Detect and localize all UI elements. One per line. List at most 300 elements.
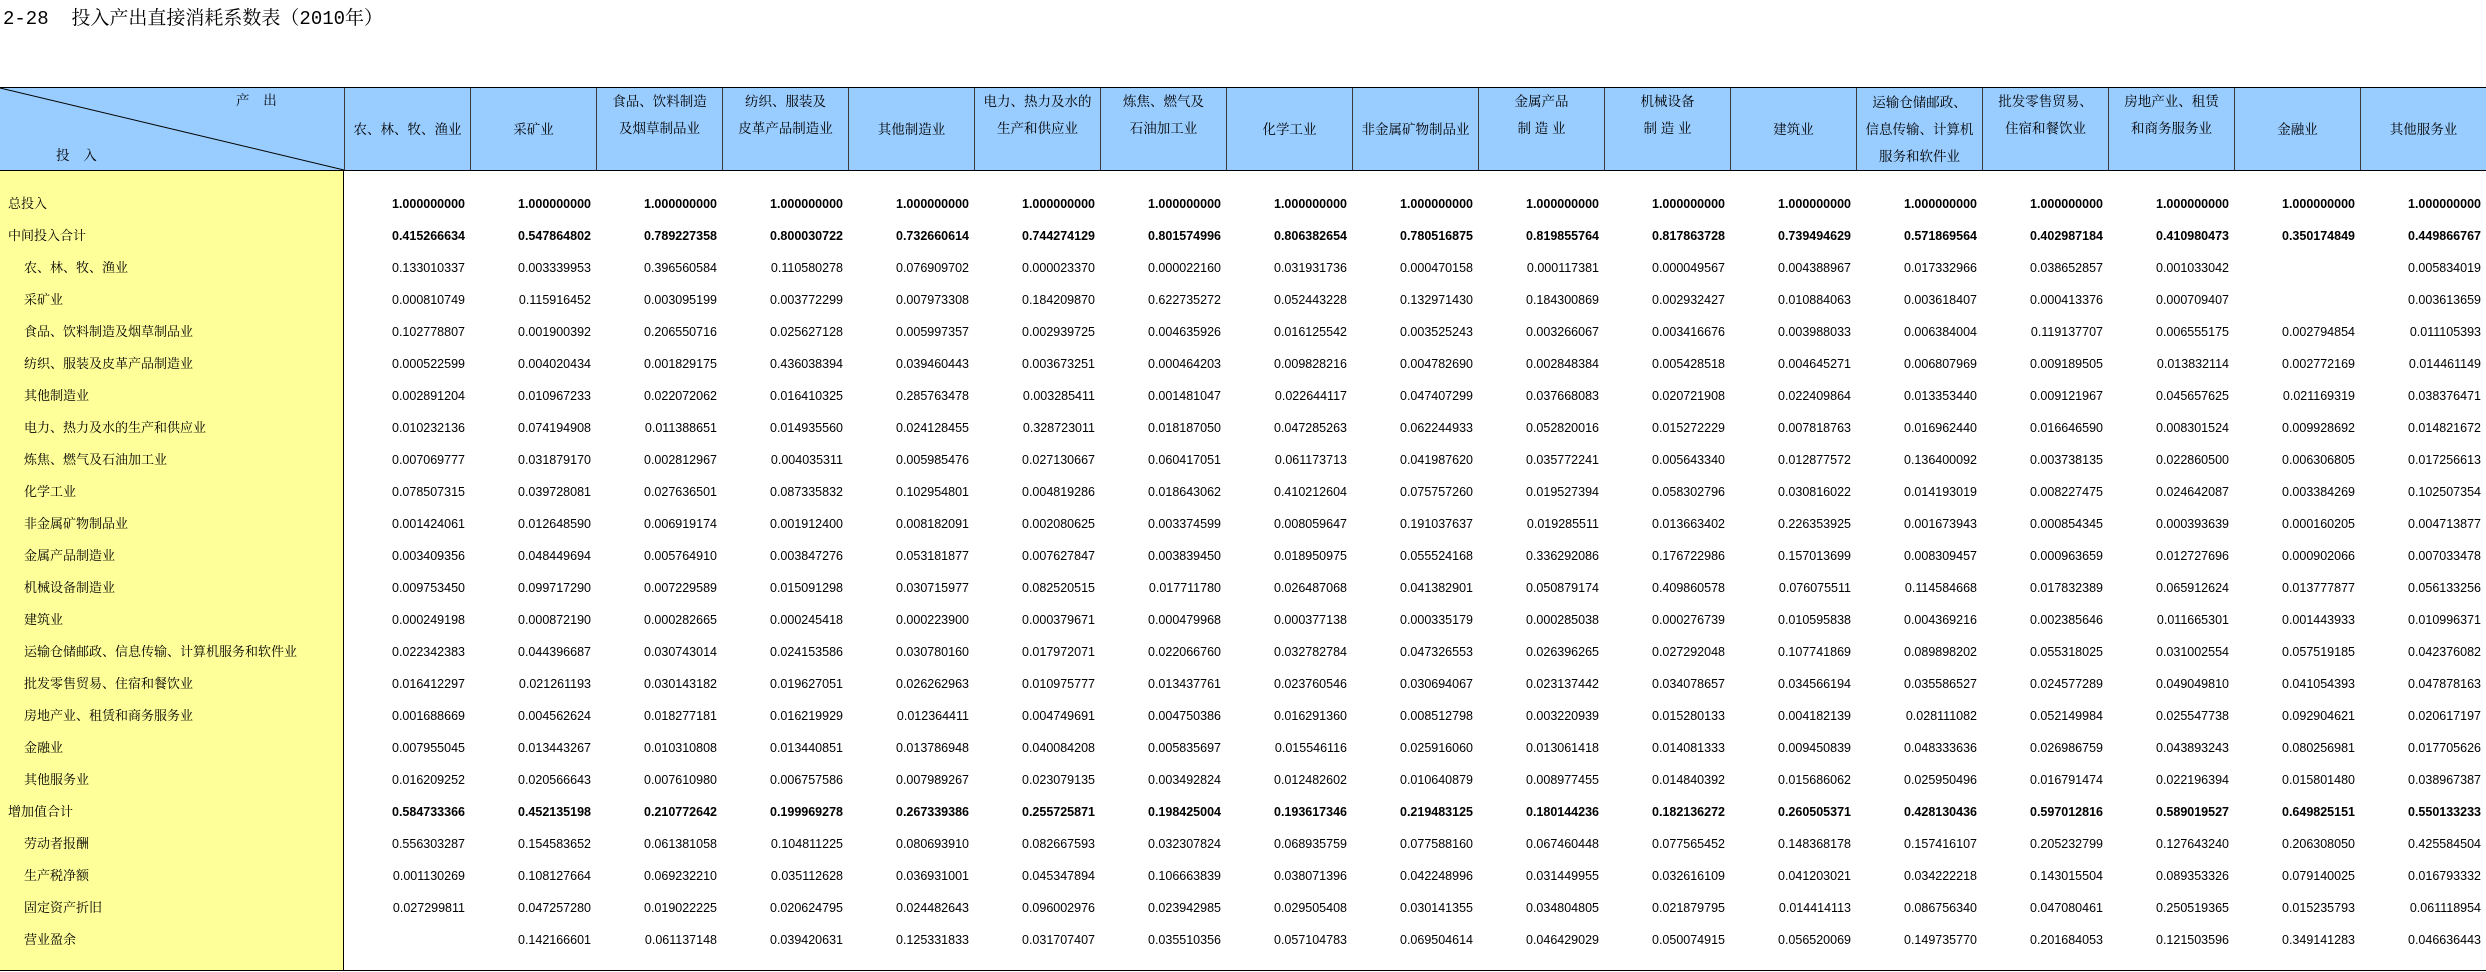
column-header	[2234, 88, 2360, 170]
table-cell: 0.002812967	[644, 453, 717, 467]
row-label: 运输仓储邮政、信息传输、计算机服务和软件业	[0, 636, 344, 668]
table-cell: 0.000223900	[896, 613, 969, 627]
table-cell: 0.001481047	[1148, 389, 1221, 403]
table-cell: 0.005985476	[896, 453, 969, 467]
table-cell: 0.027299811	[392, 901, 465, 915]
column-header	[596, 88, 722, 170]
table-cell: 0.800030722	[770, 229, 843, 243]
table-cell: 0.045657625	[2156, 389, 2229, 403]
table-cell: 0.004562624	[518, 709, 591, 723]
table-cell: 0.260505371	[1778, 805, 1851, 819]
table-cell: 0.104811225	[770, 837, 843, 851]
table-cell: 0.006306805	[2282, 453, 2355, 467]
table-cell: 0.000377138	[1274, 613, 1347, 627]
table-cell: 0.004635926	[1148, 325, 1221, 339]
corner-output-label: 产 出	[236, 93, 277, 108]
table-cell: 0.009121967	[2030, 389, 2103, 403]
table-cell: 0.012648590	[518, 517, 591, 531]
table-cell: 0.001130269	[392, 869, 465, 883]
column-header-line: 石油加工业	[1129, 121, 1198, 136]
table-cell: 0.589019527	[2156, 805, 2229, 819]
table-cell: 0.005835697	[1148, 741, 1221, 755]
table-cell: 0.009753450	[392, 581, 465, 595]
table-cell: 0.009189505	[2030, 357, 2103, 371]
table-cell: 0.030143182	[644, 677, 717, 691]
table-cell: 0.016125542	[1274, 325, 1347, 339]
table-cell: 0.019627051	[770, 677, 843, 691]
row-label: 总投入	[0, 188, 344, 220]
table-cell: 0.080693910	[896, 837, 969, 851]
table-cell: 0.050879174	[1526, 581, 1599, 595]
table-cell: 0.001673943	[1904, 517, 1977, 531]
column-header	[1604, 88, 1730, 170]
table-cell: 0.011388651	[644, 421, 717, 435]
row-label: 营业盈余	[0, 924, 344, 956]
table-row	[0, 284, 2486, 316]
table-cell: 0.050074915	[1652, 933, 1725, 947]
table-cell: 0.010640879	[1400, 773, 1473, 787]
table-cell: 0.047407299	[1400, 389, 1473, 403]
table-cell: 0.004782690	[1400, 357, 1473, 371]
table-cell: 0.102954801	[896, 485, 969, 499]
table-cell: 1.000000000	[1526, 197, 1599, 211]
column-header	[722, 88, 848, 170]
table-cell: 0.038967387	[2408, 773, 2481, 787]
table-cell: 0.550133233	[2408, 805, 2481, 819]
table-cell: 0.013832114	[2156, 357, 2229, 371]
column-header	[1856, 88, 1982, 170]
table-cell: 0.009450839	[1778, 741, 1851, 755]
table-cell: 0.025547738	[2156, 709, 2229, 723]
corner-input-label: 投 入	[56, 148, 97, 163]
table-cell: 0.182136272	[1652, 805, 1725, 819]
column-header-line: 机械设备	[1640, 94, 1695, 109]
table-cell: 0.016962440	[1904, 421, 1977, 435]
table-cell: 0.000902066	[2282, 549, 2355, 563]
column-header-line: 信息传输、计算机	[1865, 121, 1974, 137]
table-cell: 0.024482643	[896, 901, 969, 915]
table-cell: 0.019285511	[1526, 517, 1599, 531]
table-cell: 1.000000000	[896, 197, 969, 211]
table-cell: 0.040084208	[1022, 741, 1095, 755]
table-cell: 0.350174849	[2282, 229, 2355, 243]
table-cell: 0.015280133	[1652, 709, 1725, 723]
row-label: 电力、热力及水的生产和供应业	[0, 412, 344, 444]
table-cell: 0.022860500	[2156, 453, 2229, 467]
table-row	[0, 252, 2486, 284]
table-cell: 0.044396687	[518, 645, 591, 659]
table-cell: 0.042376082	[2408, 645, 2481, 659]
table-cell: 0.035772241	[1526, 453, 1599, 467]
table-cell: 0.007818763	[1778, 421, 1851, 435]
table-row	[0, 892, 2486, 924]
table-cell: 0.019022225	[644, 901, 717, 915]
table-cell: 0.449866767	[2408, 229, 2481, 243]
table-row	[0, 924, 2486, 956]
table-row	[0, 636, 2486, 668]
table-cell: 0.001912400	[770, 517, 843, 531]
label-column-fill	[0, 956, 344, 970]
table-cell: 0.154583652	[518, 837, 591, 851]
row-label: 化学工业	[0, 476, 344, 508]
table-cell: 0.031002554	[2156, 645, 2229, 659]
table-cell: 0.801574996	[1148, 229, 1221, 243]
spacer-row	[0, 171, 2486, 188]
table-cell: 0.000022160	[1148, 261, 1221, 275]
table-cell: 0.015235793	[2282, 901, 2355, 915]
table-cell: 0.184300869	[1526, 293, 1599, 307]
table-cell: 0.285763478	[896, 389, 969, 403]
table-cell: 0.053181877	[896, 549, 969, 563]
table-cell: 0.041382901	[1400, 581, 1473, 595]
table-cell: 0.002080625	[1022, 517, 1095, 531]
column-header	[974, 88, 1100, 170]
table-cell: 0.030715977	[896, 581, 969, 595]
table-cell: 0.006807969	[1904, 357, 1977, 371]
column-header-line: 建筑业	[1773, 121, 1814, 137]
column-header-line: 炼焦、燃气及	[1123, 94, 1204, 109]
table-cell: 0.001443933	[2282, 613, 2355, 627]
table-cell: 0.060417051	[1148, 453, 1221, 467]
table-cell: 0.001033042	[2156, 261, 2229, 275]
table-cell: 0.003772299	[770, 293, 843, 307]
table-cell: 0.003409356	[392, 549, 465, 563]
table-cell: 0.102778807	[392, 325, 465, 339]
table-cell: 1.000000000	[1778, 197, 1851, 211]
row-label: 采矿业	[0, 284, 344, 316]
table-cell: 0.005428518	[1652, 357, 1725, 371]
table-cell: 0.041054393	[2282, 677, 2355, 691]
table-row	[0, 732, 2486, 764]
table-cell: 0.034566194	[1778, 677, 1851, 691]
row-label: 其他制造业	[0, 380, 344, 412]
table-cell: 0.336292086	[1526, 549, 1599, 563]
table-cell: 1.000000000	[2156, 197, 2229, 211]
table-cell: 0.025916060	[1400, 741, 1473, 755]
table-cell: 0.121503596	[2156, 933, 2229, 947]
table-cell: 0.127643240	[2156, 837, 2229, 851]
table-cell: 0.055524168	[1400, 549, 1473, 563]
table-cell: 0.031879170	[518, 453, 591, 467]
table-cell: 0.010232136	[392, 421, 465, 435]
table-cell	[344, 924, 470, 956]
table-cell: 0.032782784	[1274, 645, 1347, 659]
table-cell: 0.402987184	[2030, 229, 2103, 243]
table-cell: 0.003738135	[2030, 453, 2103, 467]
table-cell: 1.000000000	[1652, 197, 1725, 211]
table-cell: 0.052820016	[1526, 421, 1599, 435]
table-cell: 0.015686062	[1778, 773, 1851, 787]
table-cell: 0.125331833	[896, 933, 969, 947]
table-cell: 0.010310808	[644, 741, 717, 755]
table-cell: 0.013437761	[1148, 677, 1221, 691]
column-header-line: 非金属矿物制品业	[1361, 121, 1470, 137]
row-label: 批发零售贸易、住宿和餐饮业	[0, 668, 344, 700]
table-cell: 0.410212604	[1274, 485, 1347, 499]
table-cell: 0.198425004	[1148, 805, 1221, 819]
column-header-line: 运输仓储邮政、	[1872, 94, 1967, 110]
table-cell: 0.022644117	[1274, 389, 1347, 403]
table-row	[0, 508, 2486, 540]
table-cell: 0.092904621	[2282, 709, 2355, 723]
table-cell: 0.000049567	[1652, 261, 1725, 275]
table-cell: 0.025627128	[770, 325, 843, 339]
table-cell: 0.452135198	[518, 805, 591, 819]
label-column-fill	[0, 171, 344, 188]
table-cell: 0.014840392	[1652, 773, 1725, 787]
table-cell: 0.012482602	[1274, 773, 1347, 787]
table-cell: 0.436038394	[770, 357, 843, 371]
table-cell: 0.030743014	[644, 645, 717, 659]
table-cell: 0.780516875	[1400, 229, 1473, 243]
table-cell: 0.000023370	[1022, 261, 1095, 275]
table-cell: 0.102507354	[2408, 485, 2481, 499]
table-cell: 0.023137442	[1526, 677, 1599, 691]
table-cell: 0.017705626	[2408, 741, 2481, 755]
table-cell: 0.744274129	[1022, 229, 1095, 243]
table-cell: 0.005764910	[644, 549, 717, 563]
row-label: 机械设备制造业	[0, 572, 344, 604]
table-cell: 0.030780160	[896, 645, 969, 659]
table-cell: 0.001424061	[392, 517, 465, 531]
table-cell: 0.349141283	[2282, 933, 2355, 947]
table-cell: 0.028111082	[1905, 709, 1977, 723]
table-cell: 0.012727696	[2156, 549, 2229, 563]
table-title: 2-28 投入产出直接消耗系数表（2010年）	[3, 8, 384, 30]
table-cell: 0.077588160	[1400, 837, 1473, 851]
table-cell: 0.015801480	[2282, 773, 2355, 787]
table-cell: 0.022196394	[2156, 773, 2229, 787]
column-header	[2108, 88, 2234, 170]
table-cell: 0.012364411	[896, 709, 969, 723]
column-header-line: 其他制造业	[877, 121, 946, 137]
column-header-line: 金融业	[2277, 121, 2318, 137]
table-cell: 0.180144236	[1526, 805, 1599, 819]
table-cell: 0.003285411	[1022, 389, 1095, 403]
table-cell: 0.004713877	[2408, 517, 2481, 531]
table-cell: 0.030816022	[1778, 485, 1851, 499]
table-cell: 0.000285038	[1526, 613, 1599, 627]
table-cell: 0.041203021	[1778, 869, 1851, 883]
table-cell: 0.409860578	[1652, 581, 1725, 595]
table-cell: 0.076909702	[896, 261, 969, 275]
table-cell: 0.133010337	[392, 261, 465, 275]
table-cell: 0.819855764	[1526, 229, 1599, 243]
table-cell: 0.017972071	[1022, 645, 1095, 659]
table-cell: 0.035510356	[1148, 933, 1221, 947]
table-cell: 0.013443267	[518, 741, 591, 755]
table-cell: 0.049049810	[2156, 677, 2229, 691]
table-row	[0, 348, 2486, 380]
table-cell: 0.255725871	[1022, 805, 1095, 819]
table-cell: 0.014414113	[1778, 901, 1851, 915]
table-cell: 0.003613659	[2408, 293, 2481, 307]
table-cell: 1.000000000	[1022, 197, 1095, 211]
table-cell: 0.021879795	[1652, 901, 1725, 915]
table-cell: 0.020721908	[1652, 389, 1725, 403]
table-cell: 0.007973308	[896, 293, 969, 307]
column-header-line: 批发零售贸易、	[1998, 94, 2093, 109]
table-cell: 0.014461149	[2408, 357, 2481, 371]
table-cell: 0.013440851	[770, 741, 843, 755]
table-cell: 0.003847276	[770, 549, 843, 563]
table-cell: 1.000000000	[770, 197, 843, 211]
table-cell: 0.061118954	[2409, 901, 2481, 915]
column-header	[470, 88, 596, 170]
table-cell: 0.027130667	[1022, 453, 1095, 467]
row-label: 房地产业、租赁和商务服务业	[0, 700, 344, 732]
table-cell: 0.077565452	[1652, 837, 1725, 851]
table-cell: 0.205232799	[2030, 837, 2103, 851]
row-label: 固定资产折旧	[0, 892, 344, 924]
table-cell: 0.078507315	[392, 485, 465, 499]
table-cell: 0.547864802	[518, 229, 591, 243]
table-cell: 0.034222218	[1904, 869, 1977, 883]
table-cell: 0.007069777	[392, 453, 465, 467]
table-cell: 0.000810749	[392, 293, 465, 307]
table-cell: 0.003525243	[1400, 325, 1473, 339]
table-cell: 0.000872190	[518, 613, 591, 627]
table-cell: 0.062244933	[1400, 421, 1473, 435]
table-cell: 0.017332966	[1904, 261, 1977, 275]
table-cell: 1.000000000	[2282, 197, 2355, 211]
table-cell: 0.004819286	[1022, 485, 1095, 499]
table-cell: 0.023079135	[1022, 773, 1095, 787]
table-cell: 0.000522599	[392, 357, 465, 371]
table-cell: 0.008301524	[2156, 421, 2229, 435]
table-cell: 0.056520069	[1778, 933, 1851, 947]
column-header-line: 及烟草制品业	[619, 121, 700, 136]
table-cell: 0.047257280	[518, 901, 591, 915]
table-cell: 0.019527394	[1526, 485, 1599, 499]
table-cell: 0.000854345	[2030, 517, 2103, 531]
table-cell: 0.014081333	[1652, 741, 1725, 755]
table-cell: 0.415266634	[392, 229, 465, 243]
table-cell: 0.003618407	[1904, 293, 1977, 307]
table-cell: 0.191037637	[1400, 517, 1473, 531]
table-cell: 0.055318025	[2030, 645, 2103, 659]
table-cell: 0.058302796	[1652, 485, 1725, 499]
table-cell: 0.219483125	[1400, 805, 1473, 819]
row-label: 其他服务业	[0, 764, 344, 796]
table-cell: 0.106663839	[1148, 869, 1221, 883]
table-cell: 0.005997357	[896, 325, 969, 339]
table-cell: 0.015272229	[1652, 421, 1725, 435]
column-header-line: 采矿业	[513, 121, 554, 137]
table-cell: 0.000249198	[392, 613, 465, 627]
table-cell: 0.079140025	[2282, 869, 2355, 883]
table-cell: 0.052443228	[1274, 293, 1347, 307]
row-label: 劳动者报酬	[0, 828, 344, 860]
table-cell: 0.000335179	[1400, 613, 1473, 627]
table-cell: 0.086756340	[1904, 901, 1977, 915]
table-cell: 0.006384004	[1904, 325, 1977, 339]
table-cell: 0.026262963	[896, 677, 969, 691]
table-cell: 0.739494629	[1778, 229, 1851, 243]
table-cell: 0.789227358	[644, 229, 717, 243]
table-cell: 0.099717290	[518, 581, 591, 595]
table-body	[0, 171, 2486, 971]
table-cell: 0.328723011	[1022, 421, 1095, 435]
table-cell: 0.003374599	[1148, 517, 1221, 531]
table-cell: 0.108127664	[518, 869, 591, 883]
table-cell: 0.076075511	[1778, 581, 1851, 595]
table-cell: 0.067460448	[1526, 837, 1599, 851]
table-cell: 0.193617346	[1274, 805, 1347, 819]
row-label: 中间投入合计	[0, 220, 344, 252]
table-cell: 0.002385646	[2030, 613, 2103, 627]
column-header-line: 皮革产品制造业	[738, 121, 833, 136]
table-cell: 0.013663402	[1652, 517, 1725, 531]
table-cell: 0.003492824	[1148, 773, 1221, 787]
column-header-line: 金属产品	[1514, 94, 1569, 109]
table-cell: 0.048333636	[1904, 741, 1977, 755]
table-cell: 0.817863728	[1652, 229, 1725, 243]
table-cell: 0.069232210	[644, 869, 717, 883]
table-cell: 0.023760546	[1274, 677, 1347, 691]
table-cell: 0.000117381	[1526, 261, 1599, 275]
table-cell: 0.082520515	[1022, 581, 1095, 595]
table-cell: 0.008977455	[1526, 773, 1599, 787]
table-cell: 0.037668083	[1526, 389, 1599, 403]
column-header-line: 住宿和餐饮业	[2005, 121, 2086, 136]
table-cell: 0.004369216	[1904, 613, 1977, 627]
table-cell: 0.010967233	[518, 389, 591, 403]
table-cell: 0.012877572	[1778, 453, 1851, 467]
table-cell: 0.038376471	[2408, 389, 2481, 403]
table-cell: 0.017256613	[2408, 453, 2481, 467]
table-cell: 0.024128455	[896, 421, 969, 435]
table-cell: 0.007610980	[644, 773, 717, 787]
table-cell: 0.250519365	[2156, 901, 2229, 915]
table-cell: 0.027636501	[644, 485, 717, 499]
table-row	[0, 860, 2486, 892]
table-cell: 0.016219929	[770, 709, 843, 723]
table-cell: 0.035112628	[770, 869, 843, 883]
table-cell: 0.008059647	[1274, 517, 1347, 531]
row-label: 纺织、服装及皮革产品制造业	[0, 348, 344, 380]
table-cell: 0.002848384	[1526, 357, 1599, 371]
table-cell: 0.039460443	[896, 357, 969, 371]
table-cell: 0.425584504	[2408, 837, 2481, 851]
table-cell: 0.136400092	[1904, 453, 1977, 467]
column-header-line: 食品、饮料制造	[612, 94, 707, 109]
table-cell: 0.003220939	[1526, 709, 1599, 723]
table-cell: 0.000160205	[2282, 517, 2355, 531]
table-cell: 0.210772642	[644, 805, 717, 819]
table-cell: 0.011665301	[2156, 613, 2229, 627]
column-header-line: 纺织、服装及	[745, 94, 826, 109]
column-header	[848, 88, 974, 170]
table-cell: 0.024577289	[2030, 677, 2103, 691]
row-label: 增加值合计	[0, 796, 344, 828]
table-cell: 0.007955045	[392, 741, 465, 755]
table-cell: 0.002932427	[1652, 293, 1725, 307]
table-cell: 0.031707407	[1022, 933, 1095, 947]
table-cell: 0.157013699	[1778, 549, 1851, 563]
table-cell: 0.004645271	[1778, 357, 1851, 371]
table-cell: 0.013777877	[2282, 581, 2355, 595]
table-cell: 0.008182091	[896, 517, 969, 531]
header-row	[0, 87, 2486, 171]
table-cell: 0.410980473	[2156, 229, 2229, 243]
table-cell: 0.016410325	[770, 389, 843, 403]
column-header-line: 其他服务业	[2389, 121, 2458, 137]
row-label: 金属产品制造业	[0, 540, 344, 572]
table-row	[0, 316, 2486, 348]
table-cell: 0.027292048	[1652, 645, 1725, 659]
table-cell: 0.061381058	[644, 837, 717, 851]
